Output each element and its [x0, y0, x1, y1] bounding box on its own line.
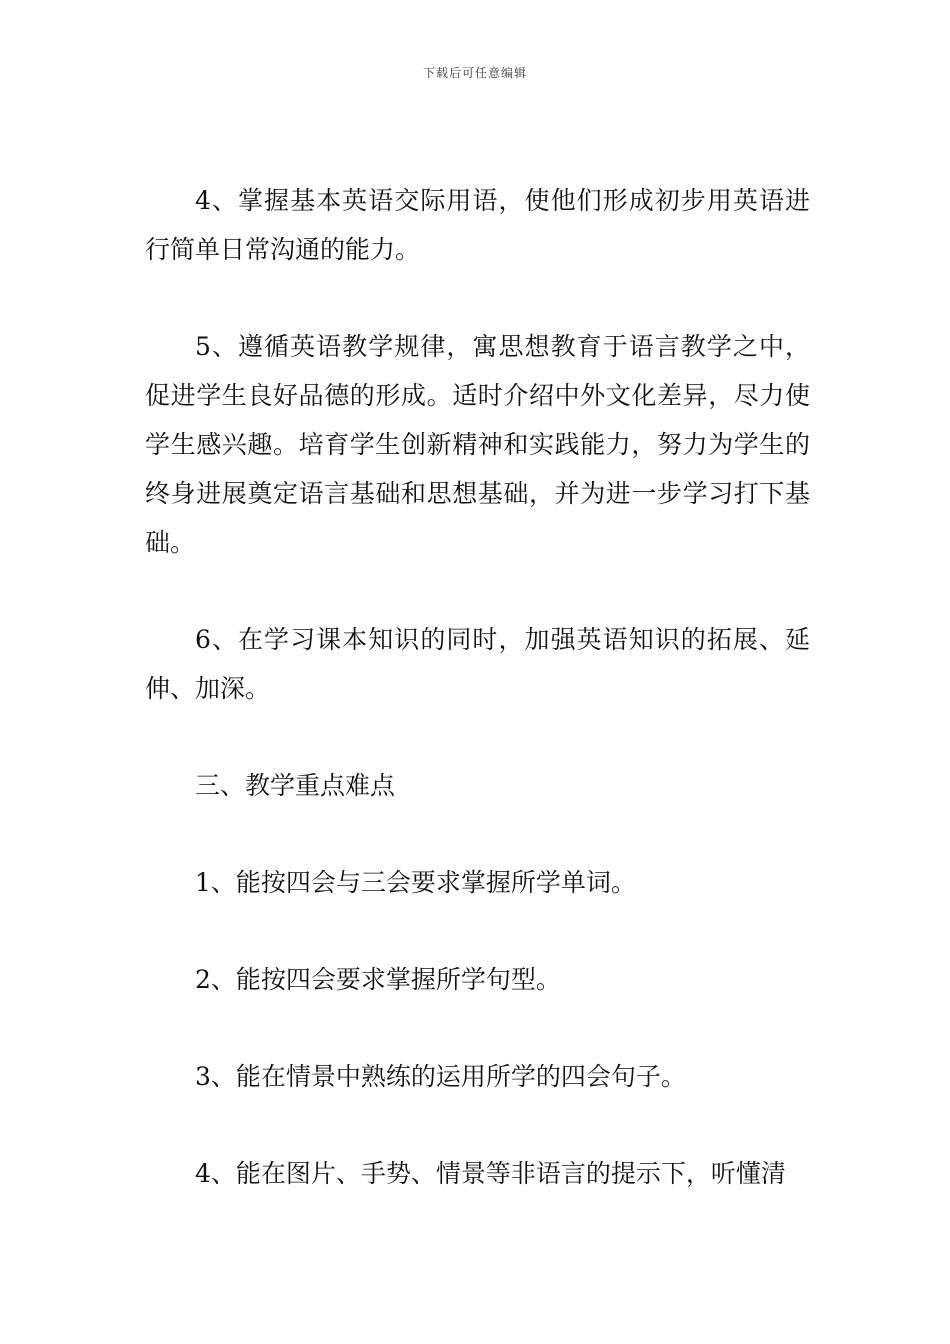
paragraph-key-point-3: 3、能在情景中熟练的运用所学的四会句子。 [195, 1062, 686, 1091]
paragraph-key-point-4: 4、能在图片、手势、情景等非语言的提示下，听懂清 [195, 1159, 786, 1188]
paragraph-item-5: 5、遵循英语教学规律，寓思想教育于语言教学之中，促进学生良好品德的形成。适时介绍中外文化差异，尽力使学生感兴趣。培育学生创新精神和实践能力，努力为学生的终身进展奠定语言基础和思想基础，并为进一步学习打下基础。 [145, 332, 810, 557]
paragraph-item-6: 6、在学习课本知识的同时，加强英语知识的拓展、延伸、加深。 [145, 625, 810, 703]
paragraph-item-4: 4、掌握基本英语交际用语，使他们形成初步用英语进行简单日常沟通的能力。 [145, 186, 810, 264]
document-body [145, 176, 810, 1246]
section-heading: 三、教学重点难点 [195, 771, 396, 800]
page-header: 下载后可任意编辑 [422, 66, 527, 80]
paragraph-key-point-2: 2、能按四会要求掌握所学句型。 [195, 965, 561, 994]
paragraph-key-point-1: 1、能按四会与三会要求掌握所学单词。 [195, 868, 636, 897]
